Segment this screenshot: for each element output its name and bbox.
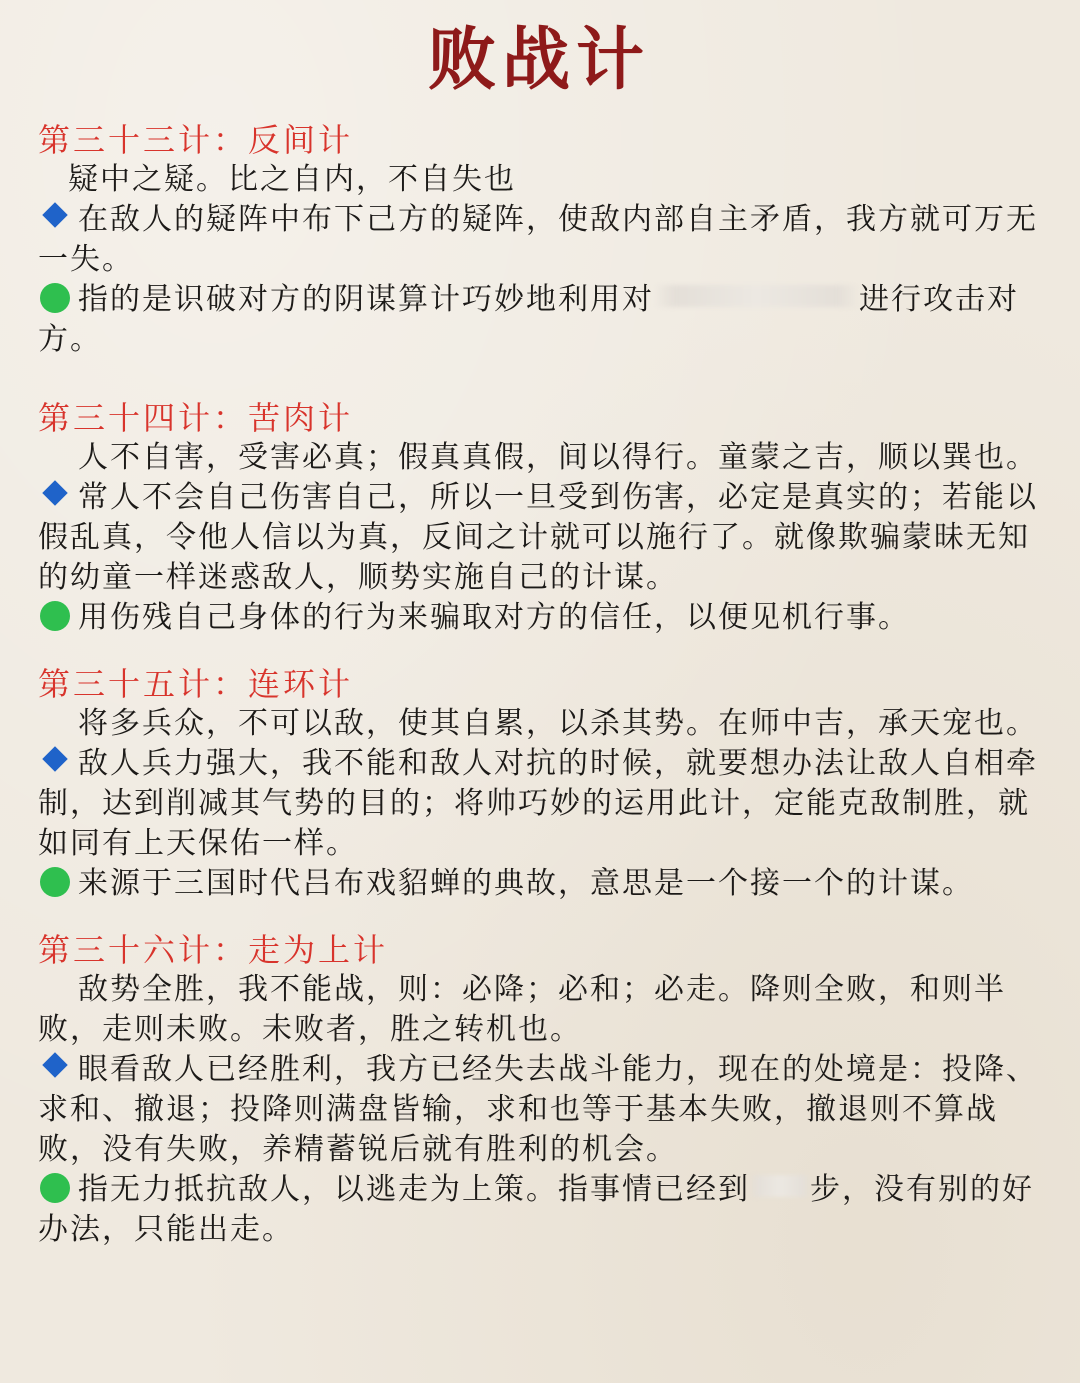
green-circle-icon (40, 867, 70, 897)
section-heading: 第三十三计：反间计 (38, 121, 354, 159)
meaning-text: 用伤残自己身体的行为来骗取对方的信任，以便见机行事。 (78, 600, 910, 635)
green-circle-icon (40, 601, 70, 631)
meaning-text: 来源于三国时代吕布戏貂蝉的典故，意思是一个接一个的计谋。 (78, 866, 974, 901)
meaning-text-start: 指的是识破对方的阴谋算计巧妙地利用对 (78, 282, 654, 317)
section-35 (38, 664, 1040, 904)
meaning-paragraph (38, 598, 1040, 638)
meaning-paragraph (38, 864, 1040, 904)
green-circle-icon (40, 283, 70, 313)
meaning-text-start: 指无力抵抗敌人，以逃走为上策。指事情已经到 (78, 1172, 750, 1207)
green-circle-icon (40, 1173, 70, 1203)
explanation-text: 敌人兵力强大，我不能和敌人对抗的时候，就要想办法让敌人自相牵制，达到削减其气势的目的；将帅巧妙的运用此计，定能克敌制胜，就如同有上天保佑一样。 (38, 746, 1038, 861)
section-heading: 第三十五计：连环计 (38, 665, 354, 703)
page-title: 败战计 (427, 20, 650, 100)
meaning-text-end: 步，没有别的好办法，只能出走。 (38, 1172, 1034, 1247)
explanation-paragraph (38, 1050, 1040, 1170)
explanation-text: 常人不会自己伤害自己，所以一旦受到伤害，必定是真实的；若能以假乱真，令他人信以为真，反间之计就可以施行了。就像欺骗蒙昧无知的幼童一样迷惑敌人，顺势实施自己的计谋。 (38, 480, 1038, 595)
blue-diamond-icon (42, 1052, 68, 1078)
classical-quote: 疑中之疑。比之自内，不自失也 (68, 162, 516, 197)
blue-diamond-icon (42, 202, 68, 228)
blurred-region (654, 285, 859, 307)
meaning-paragraph (38, 1170, 1040, 1250)
section-heading: 第三十四计：苦肉计 (38, 399, 354, 437)
meaning-paragraph (38, 280, 1040, 360)
section-heading: 第三十六计：走为上计 (38, 931, 389, 969)
explanation-paragraph (38, 744, 1040, 864)
classical-quote: 人不自害，受害必真；假真真假，间以得行。童蒙之吉，顺以巽也。 (78, 440, 1038, 475)
explanation-paragraph (38, 478, 1040, 598)
explanation-text: 在敌人的疑阵中布下己方的疑阵，使敌内部自主矛盾，我方就可万无一失。 (38, 202, 1038, 277)
section-34 (38, 398, 1040, 638)
classical-quote: 将多兵众，不可以敌，使其自累，以杀其势。在师中吉，承天宠也。 (78, 706, 1038, 741)
section-33 (38, 120, 1040, 360)
meaning-text-end: 进行攻击对方。 (38, 282, 1019, 357)
blue-diamond-icon (42, 746, 68, 772)
blue-diamond-icon (42, 480, 68, 506)
section-36 (38, 930, 1040, 1250)
explanation-text: 眼看敌人已经胜利，我方已经失去战斗能力，现在的处境是：投降、求和、撤退；投降则满盘皆输，求和也等于基本失败，撤退则不算战败，没有失败，养精蓄锐后就有胜利的机会。 (38, 1052, 1038, 1167)
classical-quote: 敌势全胜，我不能战，则：必降；必和；必走。降则全败，和则半败，走则未败。未败者，胜之转机也。 (38, 972, 1006, 1047)
explanation-paragraph (38, 200, 1040, 280)
blurred-region (750, 1175, 810, 1197)
